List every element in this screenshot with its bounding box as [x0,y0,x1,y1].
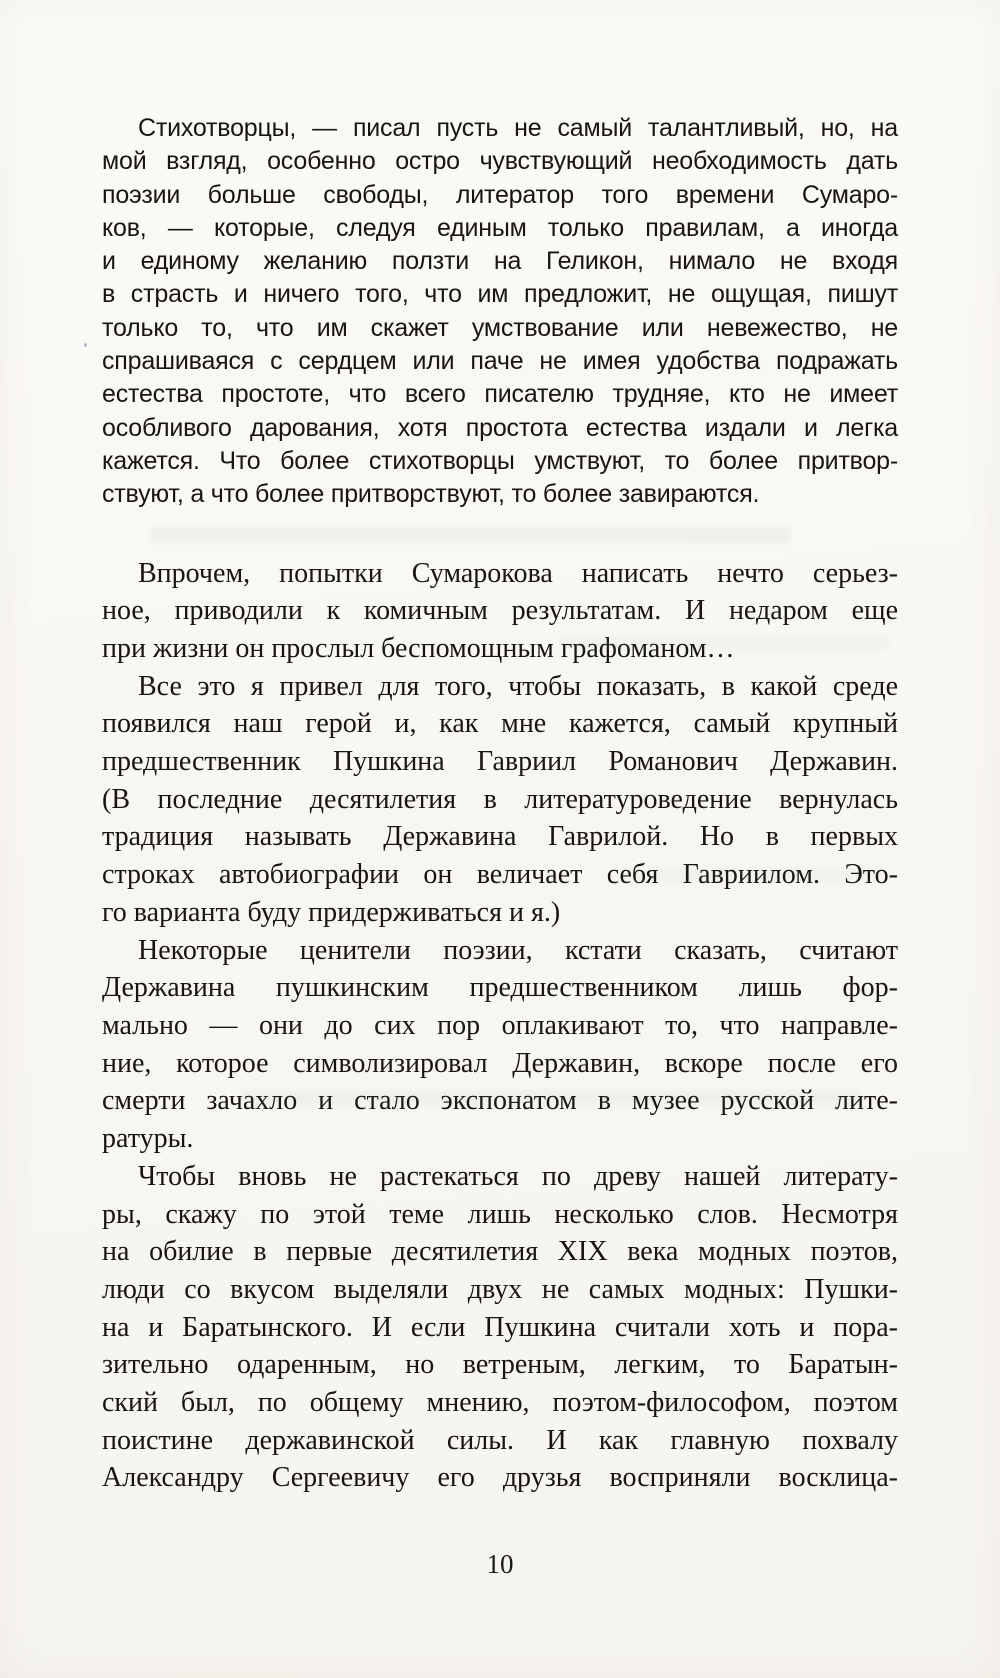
text-line: зительно одаренным, но ветреным, легким, то Баратын- [102,1349,898,1381]
text-line: Все это я привел для того, чтобы показать, в какой среде [138,670,898,702]
text-line: мально — они до сих пор оплакивают то, что направле- [102,1010,898,1041]
text-line: поистине державинской силы. И как главную похвалу [102,1424,898,1456]
paragraph [102,112,898,512]
text-line: смерти зачахло и стало экспонатом в музее русской лите- [102,1085,898,1117]
text-line: мой взгляд, особенно остро чувствующий необходимость дать [102,147,898,176]
text-line: ский был, по общему мнению, поэтом-философом, поэтом [102,1387,898,1419]
paragraph [102,668,898,932]
text-block [102,112,898,1497]
text-line: люди со вкусом выделяли двух не самых модных: Пушки- [102,1273,898,1305]
paragraph [102,932,898,1158]
text-line: поэзии больше свободы, литератор того времени Сумаро- [102,180,898,209]
text-line: и единому желанию ползти на Геликон, нимало не входя [102,247,898,276]
paragraph [102,555,898,668]
text-line: особливого дарования, хотя простота естества издали и легка [102,413,898,442]
text-line: ние, которое символизировал Державин, вскоре после его [102,1047,898,1079]
text-line: Державина пушкинским предшественником лишь фор- [102,972,898,1004]
scan-speck-artifact [84,343,87,347]
text-line: ков, — которые, следуя единым только правилам, а иногда [102,213,898,242]
text-line: при жизни он прослыл беспомощным графоманом… [102,632,735,664]
text-line: появился наш герой и, как мне кажется, самый крупный [102,708,898,740]
text-line: предшественник Пушкина Гавриил Романович Державин. [102,746,898,778]
text-line: (В последние десятилетия в литературоведение вернулась [102,783,898,815]
text-line: Впрочем, попытки Сумарокова написать нечто серьез- [138,557,898,589]
text-line: в страсть и ничего того, что им предложит, не ощущая, пишут [102,280,898,309]
text-line: ратуры. [102,1123,194,1155]
text-line: Некоторые ценители поэзии, кстати сказать, считают [138,934,898,966]
text-line: го варианта буду придерживаться и я.) [102,896,561,928]
text-line: только то, что им скажет умствование или невежество, не [102,313,898,342]
text-line: Стихотворцы, — писал пусть не самый талантливый, но, на [138,114,898,142]
text-line: строках автобиографии он величает себя Гавриилом. Это- [102,859,898,891]
text-line: спрашиваяся с сердцем или паче не имея удобства подражать [102,347,898,376]
text-line: традиция называть Державина Гаврилой. Но в первых [102,821,898,853]
text-line: кажется. Что более стихотворцы умствуют, то более притвор- [102,446,898,475]
text-line: ры, скажу по этой теме лишь несколько слов. Несмотря [102,1198,898,1230]
paragraph [102,1158,898,1497]
text-line: на обилие в первые десятилетия XIX века модных поэтов, [102,1236,898,1268]
page-number: 10 [486,1549,514,1579]
text-line: Александру Сергеевичу его друзья восприняли восклица- [102,1462,898,1494]
text-line: ное, приводили к комичным результатам. И недаром еще [102,595,898,627]
text-line: на и Баратынского. И если Пушкина считали хоть и пора- [102,1311,898,1343]
text-line: Чтобы вновь не растекаться по древу нашей литерату- [138,1160,898,1192]
text-line: ствуют, а что более притворствуют, то более завираются. [102,480,760,509]
text-line: естества простоте, что всего писателю трудняе, кто не имеет [102,380,898,409]
